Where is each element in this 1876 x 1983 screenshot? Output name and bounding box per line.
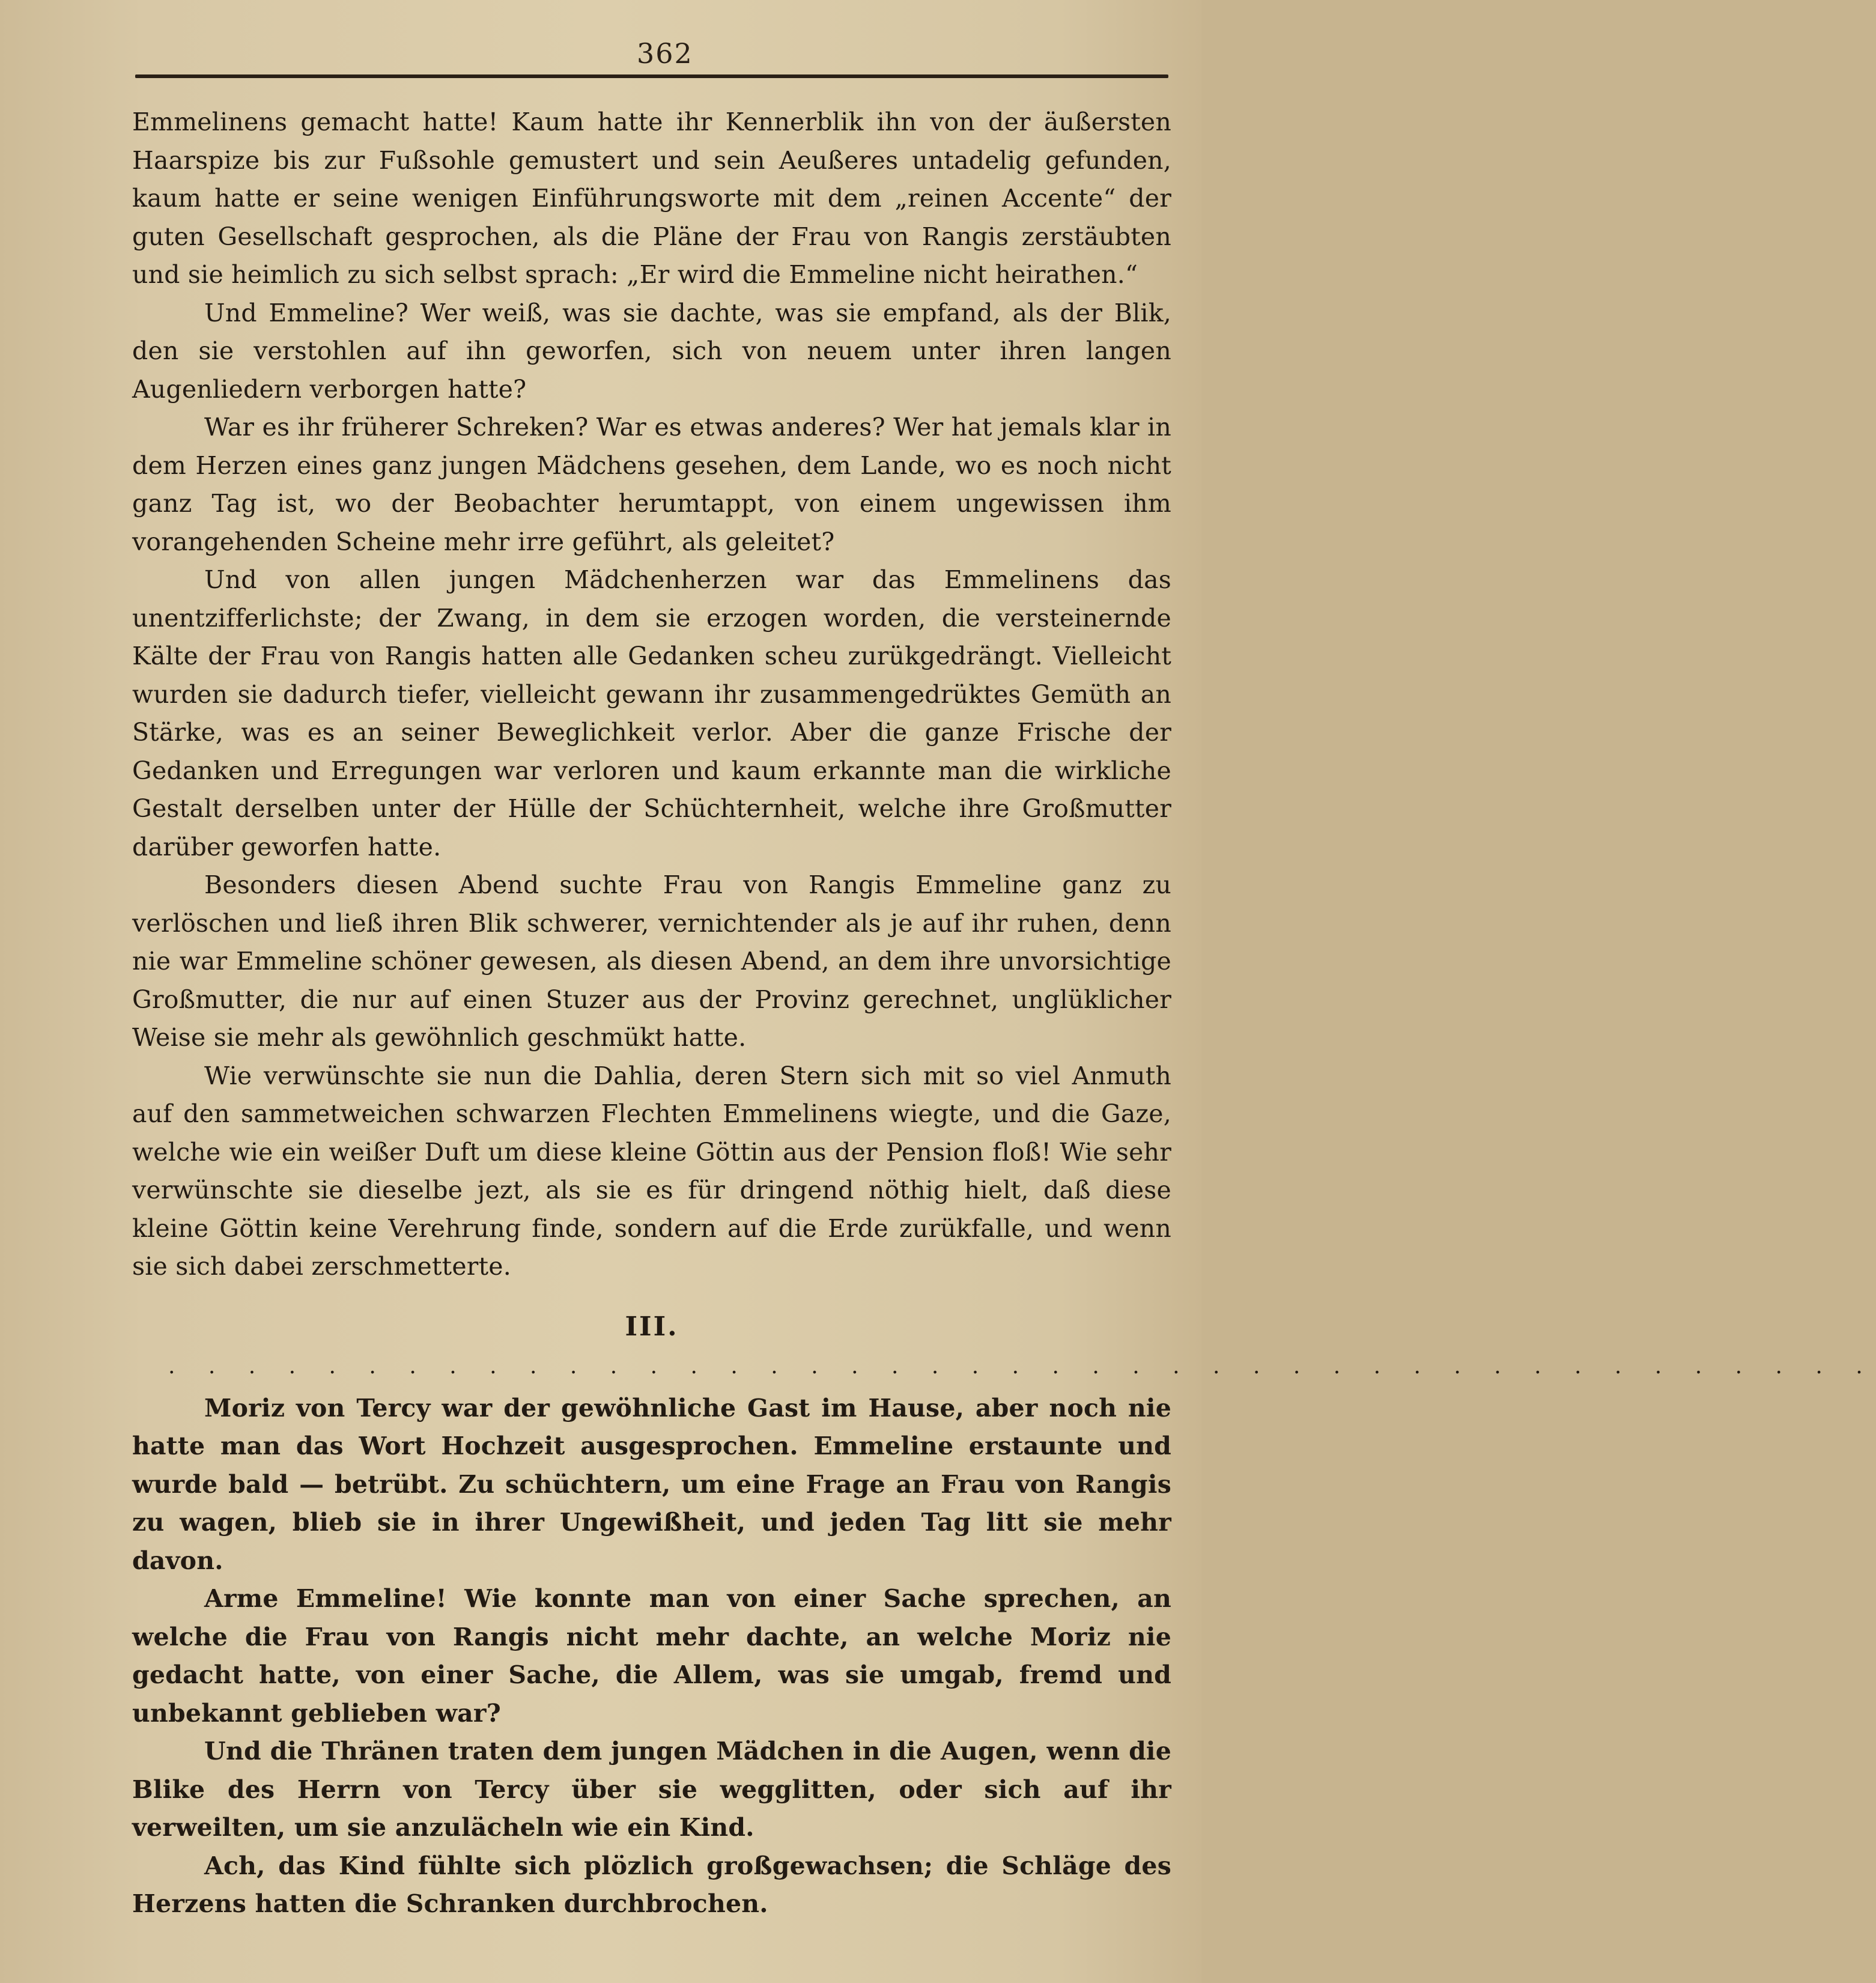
paragraph-5: Besonders diesen Abend suchte Frau von Rangis Emmeline ganz zu verlöschen und ließ ihren Blik schwerer, vernichtender als je auf ihr ruhen, denn nie war Emmeline schöner gewesen, als diesen Abend, an dem ihre unvorsichtige Großmutter, die nur auf einen Stuzer aus der Provinz gerechnet, unglüklicher Weise sie mehr als gewöhnlich geschmükt hatte.	[132, 870, 1171, 1052]
header-rule	[135, 74, 1168, 78]
paragraph-7: Moriz von Tercy war der gewöhnliche Gast im Hause, aber noch nie hatte man das Wort Hochzeit ausgesprochen. Emmeline erstaunte und wurde bald — betrübt. Zu schüchtern, um eine Frage an Frau von Rangis zu wagen, blieb sie in ihrer Ungewißheit, und jeden Tag litt sie mehr davon.	[132, 1393, 1171, 1575]
paragraph-9: Und die Thränen traten dem jungen Mädchen in die Augen, wenn die Blike des Herrn von Tercy über sie wegglitten, oder sich auf ihr verweilten, um sie anzulächeln wie ein Kind.	[132, 1737, 1171, 1842]
paragraph-6: Wie verwünschte sie nun die Dahlia, deren Stern sich mit so viel Anmuth auf den sammetweichen schwarzen Flechten Emmelinens wiegte, und die Gaze, welche wie ein weißer Duft um diese kleine Göttin aus der Pension floß! Wie sehr verwünschte sie dieselbe jezt, als sie es für dringend nöthig hielt, daß diese kleine Göttin keine Verehrung finde, sondern auf die Erde zurükfalle, und wenn sie sich dabei zerschmetterte.	[132, 1061, 1171, 1281]
section-dots: . . . . . . . . . . . . . . . . . . . . . . . . . . . . . . . . . . . . . . . . . . .	[168, 1353, 1876, 1379]
paragraph-1: Emmelinens gemacht hatte! Kaum hatte ihr Kennerblik ihn von der äußersten Haarspize bis zur Fußsohle gemustert und sein Aeußeres untadelig gefunden, kaum hatte er seine wenigen Einführungsworte mit dem „reinen Accente“ der guten Gesellschaft gesprochen, als die Pläne der Frau von Rangis zerstäubten und sie heimlich zu sich selbst sprach: „Er wird die Emmeline nicht heirathen.“	[132, 108, 1171, 289]
page-number: 362	[637, 37, 693, 70]
paragraph-8: Arme Emmeline! Wie konnte man von einer Sache sprechen, an welche die Frau von Rangis nicht mehr dachte, an welche Moriz nie gedacht hatte, von einer Sache, die Allem, was sie umgab, fremd und unbekannt geblieben war?	[132, 1584, 1171, 1728]
section-body	[132, 1389, 1171, 1924]
paragraph-10: Ach, das Kind fühlte sich plözlich großgewachsen; die Schläge des Herzens hatten die Schranken durchbrochen.	[132, 1851, 1171, 1918]
paragraph-4: Und von allen jungen Mädchenherzen war das Emmelinens das unentzifferlichste; der Zwang, in dem sie erzogen worden, die versteinernde Kälte der Frau von Rangis hatten alle Gedanken scheu zurükgedrängt. Vielleicht wurden sie dadurch tiefer, vielleicht gewann ihr zusammengedrüktes Gemüth an Stärke, was es an seiner Beweglichkeit verlor. Aber die ganze Frische der Gedanken und Erregungen war verloren und kaum erkannte man die wirkliche Gestalt derselben unter der Hülle der Schüchternheit, welche ihre Großmutter darüber geworfen hatte.	[132, 565, 1171, 861]
page-body	[132, 103, 1876, 1924]
paragraph-3: War es ihr früherer Schreken? War es etwas anderes? Wer hat jemals klar in dem Herzen eines ganz jungen Mädchens gesehen, dem Lande, wo es noch nicht ganz Tag ist, wo der Beobachter herumtappt, von einem ungewissen ihm vorangehenden Scheine mehr irre geführt, als geleitet?	[132, 413, 1171, 556]
section-heading: III.	[625, 1311, 679, 1342]
paragraph-2: Und Emmeline? Wer weiß, was sie dachte, was sie empfand, als der Blik, den sie verstohlen auf ihn geworfen, sich von neuem unter ihren langen Augenliedern verborgen hatte?	[132, 298, 1171, 404]
